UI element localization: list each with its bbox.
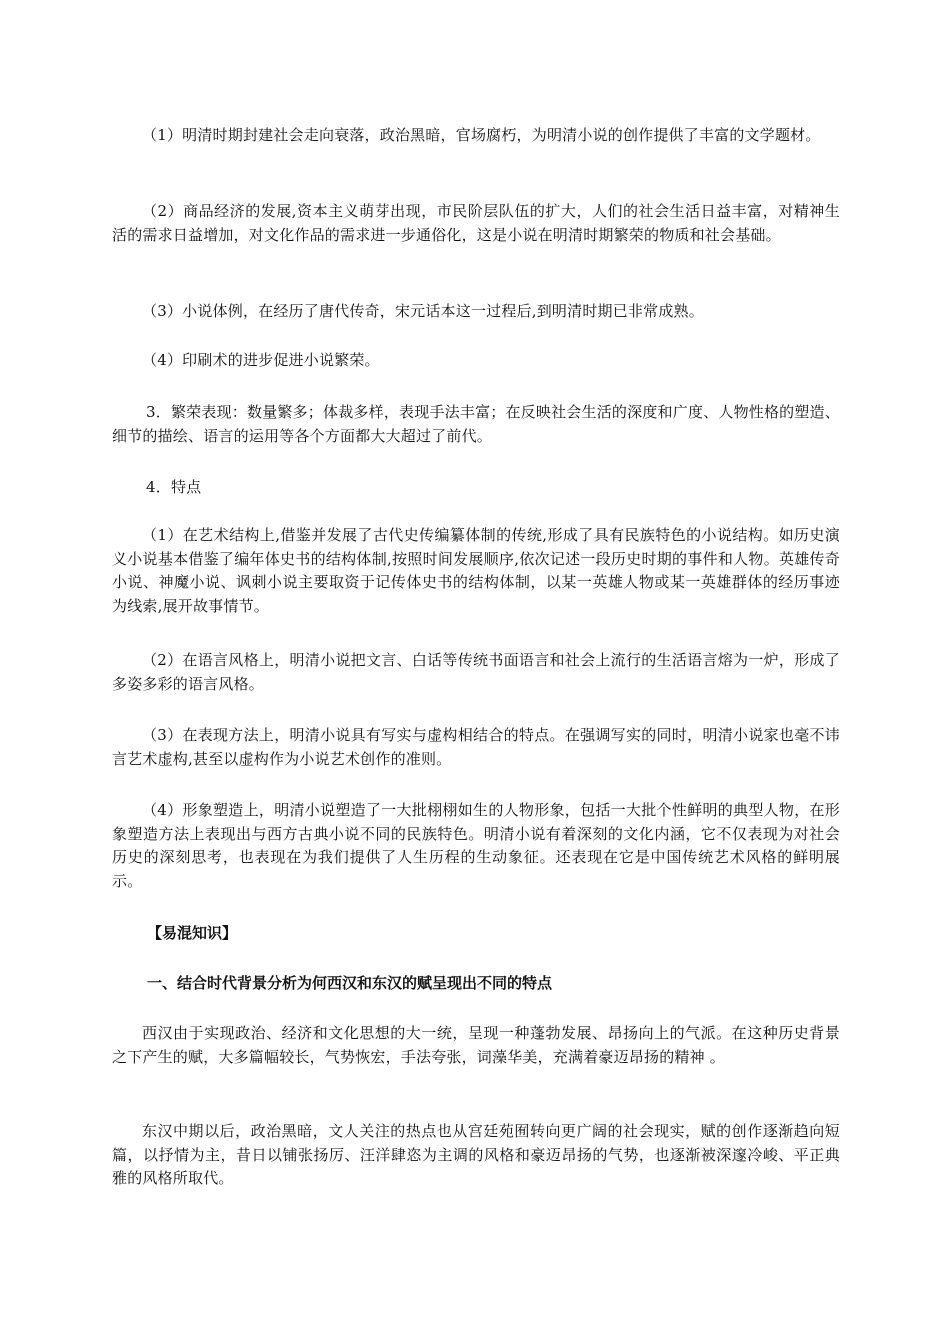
paragraph-western-han: 西汉由于实现政治、经济和文化思想的大一统，呈现一种蓬勃发展、昂扬向上的气派。在这种历史背景之下产生的赋，大多篇幅较长，气势恢宏，手法夸张，词藻华美，充满着豪迈昂扬的精神 。 bbox=[112, 1024, 840, 1066]
section-label: 【易混知识】 bbox=[147, 924, 238, 942]
paragraph-feature-2: （2）在语言风格上，明清小说把文言、白话等传统书面语言和社会上流行的生活语言熔为一炉，形成了多姿多彩的语言风格。 bbox=[112, 651, 840, 693]
paragraph-feature-1: （1）在艺术结构上,借鉴并发展了古代史传编纂体制的传统,形成了具有民族特色的小说结构。如历史演义小说基本借鉴了编年体史书的结构体制,按照时间发展顺序,依次记述一段历史时期的事件和人物。英雄传奇小说、神魔小说、讽刺小说主要取资于记传体史书的结构体制，以某一英雄人物或某一英雄群体的经历事迹为线索,展开故事情节。 bbox=[112, 526, 840, 615]
section-heading: 一、结合时代背景分析为何西汉和东汉的赋呈现出不同的特点 bbox=[147, 974, 553, 992]
paragraph-feature-4: （4）形象塑造上，明清小说塑造了一大批栩栩如生的人物形象，包括一大批个性鲜明的典型人物，在形象塑造方法上表现出与西方古典小说不同的民族特色。明清小说有着深刻的文化内涵，它不仅表现为对社会历史的深刻思考，也表现在为我们提供了人生历程的生动象征。还表现在它是中国传统艺术风格的鲜明展示。 bbox=[112, 801, 840, 890]
paragraph-eastern-han: 东汉中期以后，政治黑暗，文人关注的热点也从宫廷苑囿转向更广阔的社会现实，赋的创作逐渐趋向短篇，以抒情为主，昔日以铺张扬厉、汪洋肆恣为主调的风格和豪迈昂扬的气势，也逐渐被深邃冷峻、平正典雅的风格所取代。 bbox=[112, 1122, 840, 1187]
paragraph-cause-2: （2）商品经济的发展,资本主义萌芽出现，市民阶层队伍的扩大，人们的社会生活日益丰富，对精神生活的需求日益增加，对文化作品的需求进一步通俗化，这是小说在明清时期繁荣的物质和社会基础。 bbox=[112, 202, 840, 244]
paragraph-cause-3: （3）小说体例，在经历了唐代传奇，宋元话本这一过程后,到明清时期已非常成熟。 bbox=[142, 302, 704, 320]
paragraph-feature-3: （3）在表现方法上，明清小说具有写实与虚构相结合的特点。在强调写实的同时，明清小说家也毫不讳言艺术虚构,甚至以虚构作为小说艺术创作的准则。 bbox=[112, 726, 840, 768]
paragraph-features-title: 4．特点 bbox=[146, 478, 202, 496]
paragraph-cause-1: （1）明清时期封建社会走向衰落，政治黑暗，官场腐朽，为明清小说的创作提供了丰富的文学题材。 bbox=[142, 126, 821, 144]
paragraph-prosperity: 3．繁荣表现：数量繁多；体裁多样，表现手法丰富；在反映社会生活的深度和广度、人物性格的塑造、细节的描绘、语言的运用等各个方面都大大超过了前代。 bbox=[112, 403, 840, 445]
paragraph-cause-4: （4）印刷术的进步促进小说繁荣。 bbox=[142, 351, 380, 369]
